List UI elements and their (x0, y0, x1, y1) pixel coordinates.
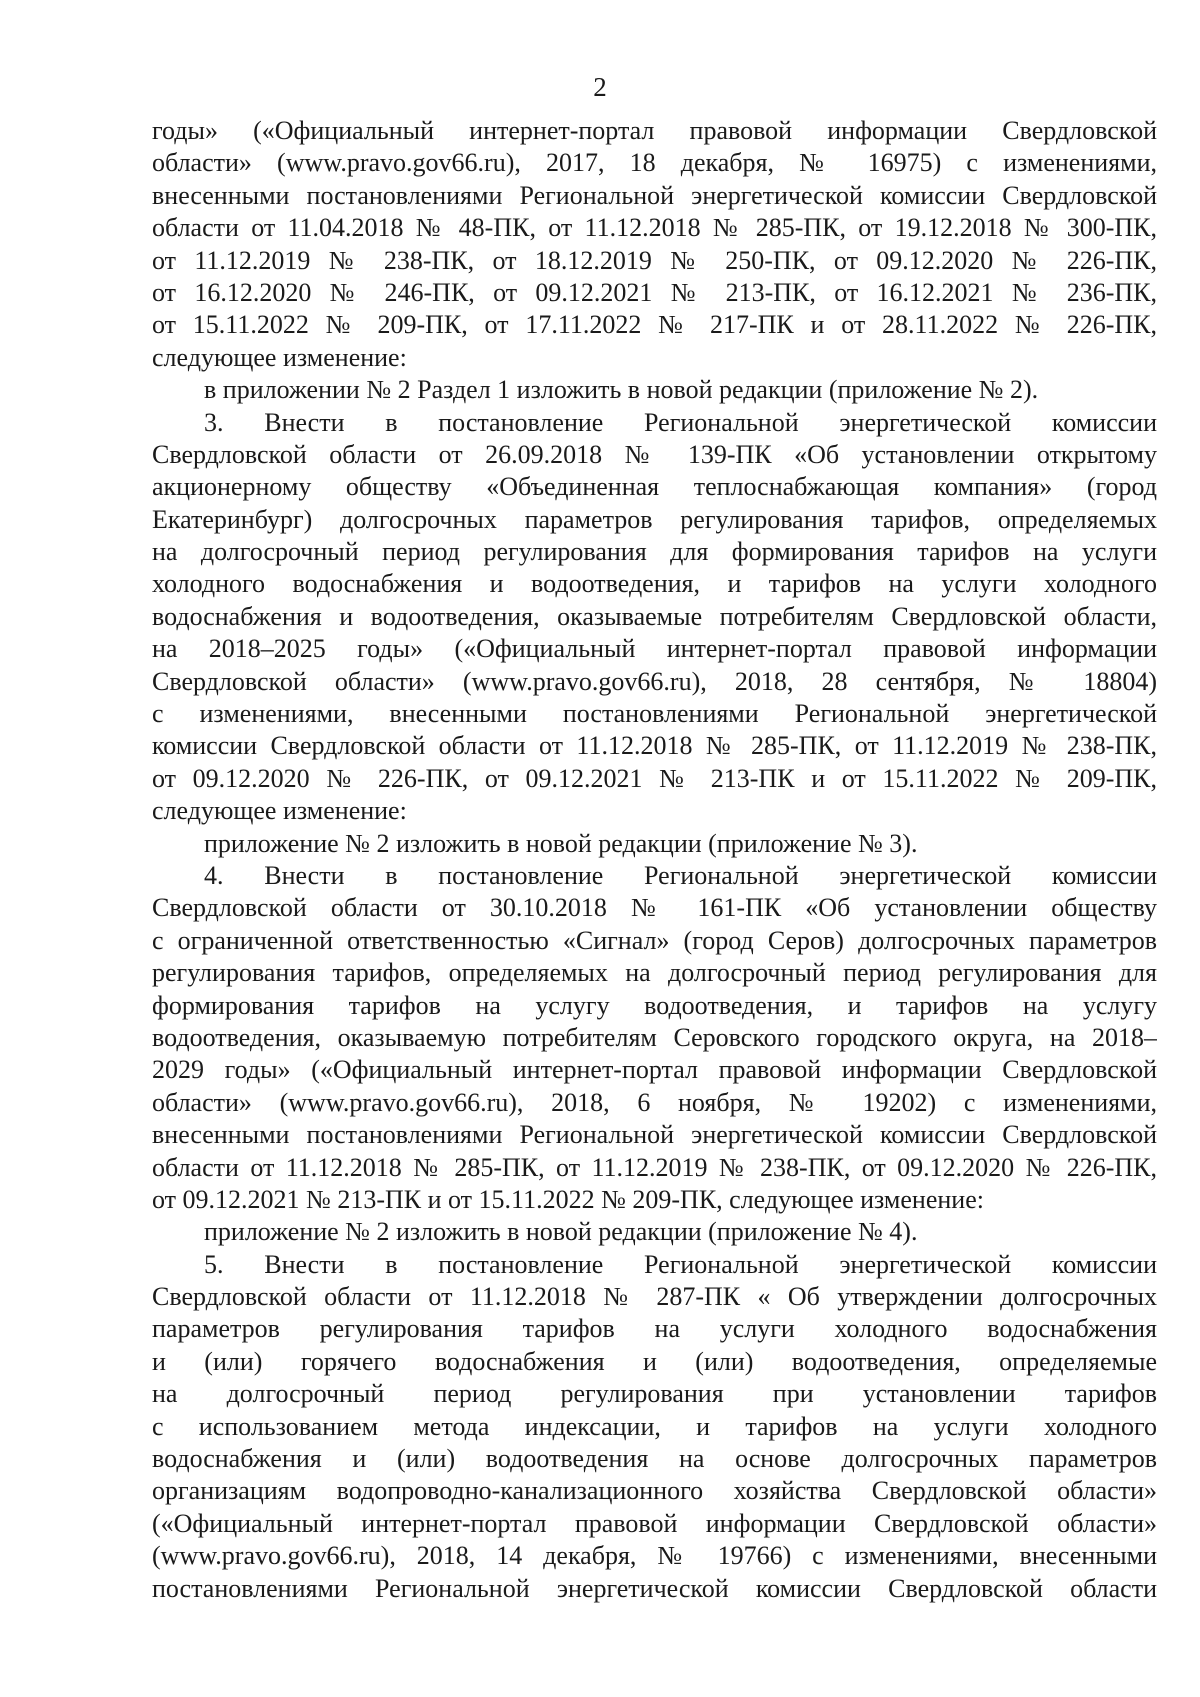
text-line: на 2018–2025 годы» («Официальный интернет-портал правовой информации (152, 634, 1157, 664)
text-line: области от 11.12.2018 № 285-ПК, от 11.12.2019 № 238-ПК, от 09.12.2020 № 226-ПК, (152, 1152, 1157, 1182)
text-line: водоотведения, оказываемую потребителям Серовского городского округа, на 2018– (152, 1022, 1157, 1052)
text-line: постановлениями Региональной энергетической комиссии Свердловской области (152, 1573, 1157, 1603)
text-line: акционерному обществу «Объединенная теплоснабжающая компания» (город (152, 472, 1157, 502)
text-line: 3. Внести в постановление Региональной энергетической комиссии (204, 407, 1157, 437)
text-line: Свердловской области от 30.10.2018 № 161-ПК «Об установлении обществу (152, 893, 1157, 923)
text-line: в приложении № 2 Раздел 1 изложить в новой редакции (приложение № 2). (204, 375, 1039, 405)
text-line: Свердловской области от 11.12.2018 № 287-ПК « Об утверждении долгосрочных (152, 1282, 1157, 1312)
document-body (152, 115, 1157, 1605)
text-line: приложение № 2 изложить в новой редакции (приложение № 3). (204, 828, 918, 858)
text-line: 4. Внести в постановление Региональной энергетической комиссии (204, 860, 1157, 890)
text-line: области от 11.04.2018 № 48-ПК, от 11.12.2018 № 285-ПК, от 19.12.2018 № 300-ПК, (152, 213, 1157, 243)
text-line: внесенными постановлениями Региональной энергетической комиссии Свердловской (152, 1120, 1157, 1150)
text-line: от 16.12.2020 № 246-ПК, от 09.12.2021 № 213-ПК, от 16.12.2021 № 236-ПК, (152, 277, 1157, 307)
text-line: формирования тарифов на услугу водоотведения, и тарифов на услугу (152, 990, 1157, 1020)
text-line: на долгосрочный период регулирования для формирования тарифов на услуги (152, 537, 1157, 567)
text-line: области» (www.pravo.gov66.ru), 2017, 18 декабря, № 16975) с изменениями, (152, 148, 1157, 178)
text-line: от 15.11.2022 № 209-ПК, от 17.11.2022 № 217-ПК и от 28.11.2022 № 226-ПК, (152, 310, 1157, 340)
text-line: параметров регулирования тарифов на услуги холодного водоснабжения (152, 1314, 1157, 1344)
text-line: (www.pravo.gov66.ru), 2018, 14 декабря, № 19766) с изменениями, внесенными (152, 1541, 1157, 1571)
text-line: годы» («Официальный интернет-портал правовой информации Свердловской (152, 116, 1157, 145)
text-line: 2029 годы» («Официальный интернет-портал правовой информации Свердловской (152, 1055, 1157, 1085)
text-line: Свердловской области от 26.09.2018 № 139-ПК «Об установлении открытому (152, 439, 1157, 469)
text-line: с ограниченной ответственностью «Сигнал» (город Серов) долгосрочных параметров (152, 925, 1157, 955)
text-line: на долгосрочный период регулирования при установлении тарифов (152, 1379, 1157, 1409)
text-line: от 09.12.2020 № 226-ПК, от 09.12.2021 № 213-ПК и от 15.11.2022 № 209-ПК, (152, 763, 1157, 793)
text-line: водоснабжения и водоотведения, оказываемые потребителям Свердловской области, (152, 601, 1157, 631)
text-line: Екатеринбург) долгосрочных параметров регулирования тарифов, определяемых (152, 504, 1157, 534)
text-line: от 09.12.2021 № 213-ПК и от 15.11.2022 № 209-ПК, следующее изменение: (152, 1184, 984, 1214)
text-line: приложение № 2 изложить в новой редакции (приложение № 4). (204, 1217, 918, 1247)
text-line: с изменениями, внесенными постановлениями Региональной энергетической (152, 699, 1157, 729)
text-line: следующее изменение: (152, 342, 407, 372)
text-line: Свердловской области» (www.pravo.gov66.ru), 2018, 28 сентября, № 18804) (152, 666, 1157, 696)
text-line: водоснабжения и (или) водоотведения на основе долгосрочных параметров (152, 1444, 1157, 1474)
text-line: следующее изменение: (152, 796, 407, 826)
text-line: организациям водопроводно-канализационного хозяйства Свердловской области» (152, 1476, 1157, 1506)
text-line: 5. Внести в постановление Региональной энергетической комиссии (204, 1249, 1157, 1279)
text-line: внесенными постановлениями Региональной энергетической комиссии Свердловской (152, 180, 1157, 210)
text-line: с использованием метода индексации, и тарифов на услуги холодного (152, 1411, 1157, 1441)
text-line: и (или) горячего водоснабжения и (или) водоотведения, определяемые (152, 1346, 1157, 1376)
text-line: регулирования тарифов, определяемых на долгосрочный период регулирования для (152, 958, 1157, 988)
text-line: от 11.12.2019 № 238-ПК, от 18.12.2019 № 250-ПК, от 09.12.2020 № 226-ПК, (152, 245, 1157, 275)
text-line: холодного водоснабжения и водоотведения, и тарифов на услуги холодного (152, 569, 1157, 599)
page-number: 2 (593, 72, 607, 102)
text-line: области» (www.pravo.gov66.ru), 2018, 6 ноября, № 19202) с изменениями, (152, 1087, 1157, 1117)
text-line: комиссии Свердловской области от 11.12.2018 № 285-ПК, от 11.12.2019 № 238-ПК, (152, 731, 1157, 761)
text-line: («Официальный интернет-портал правовой информации Свердловской области» (152, 1508, 1157, 1538)
